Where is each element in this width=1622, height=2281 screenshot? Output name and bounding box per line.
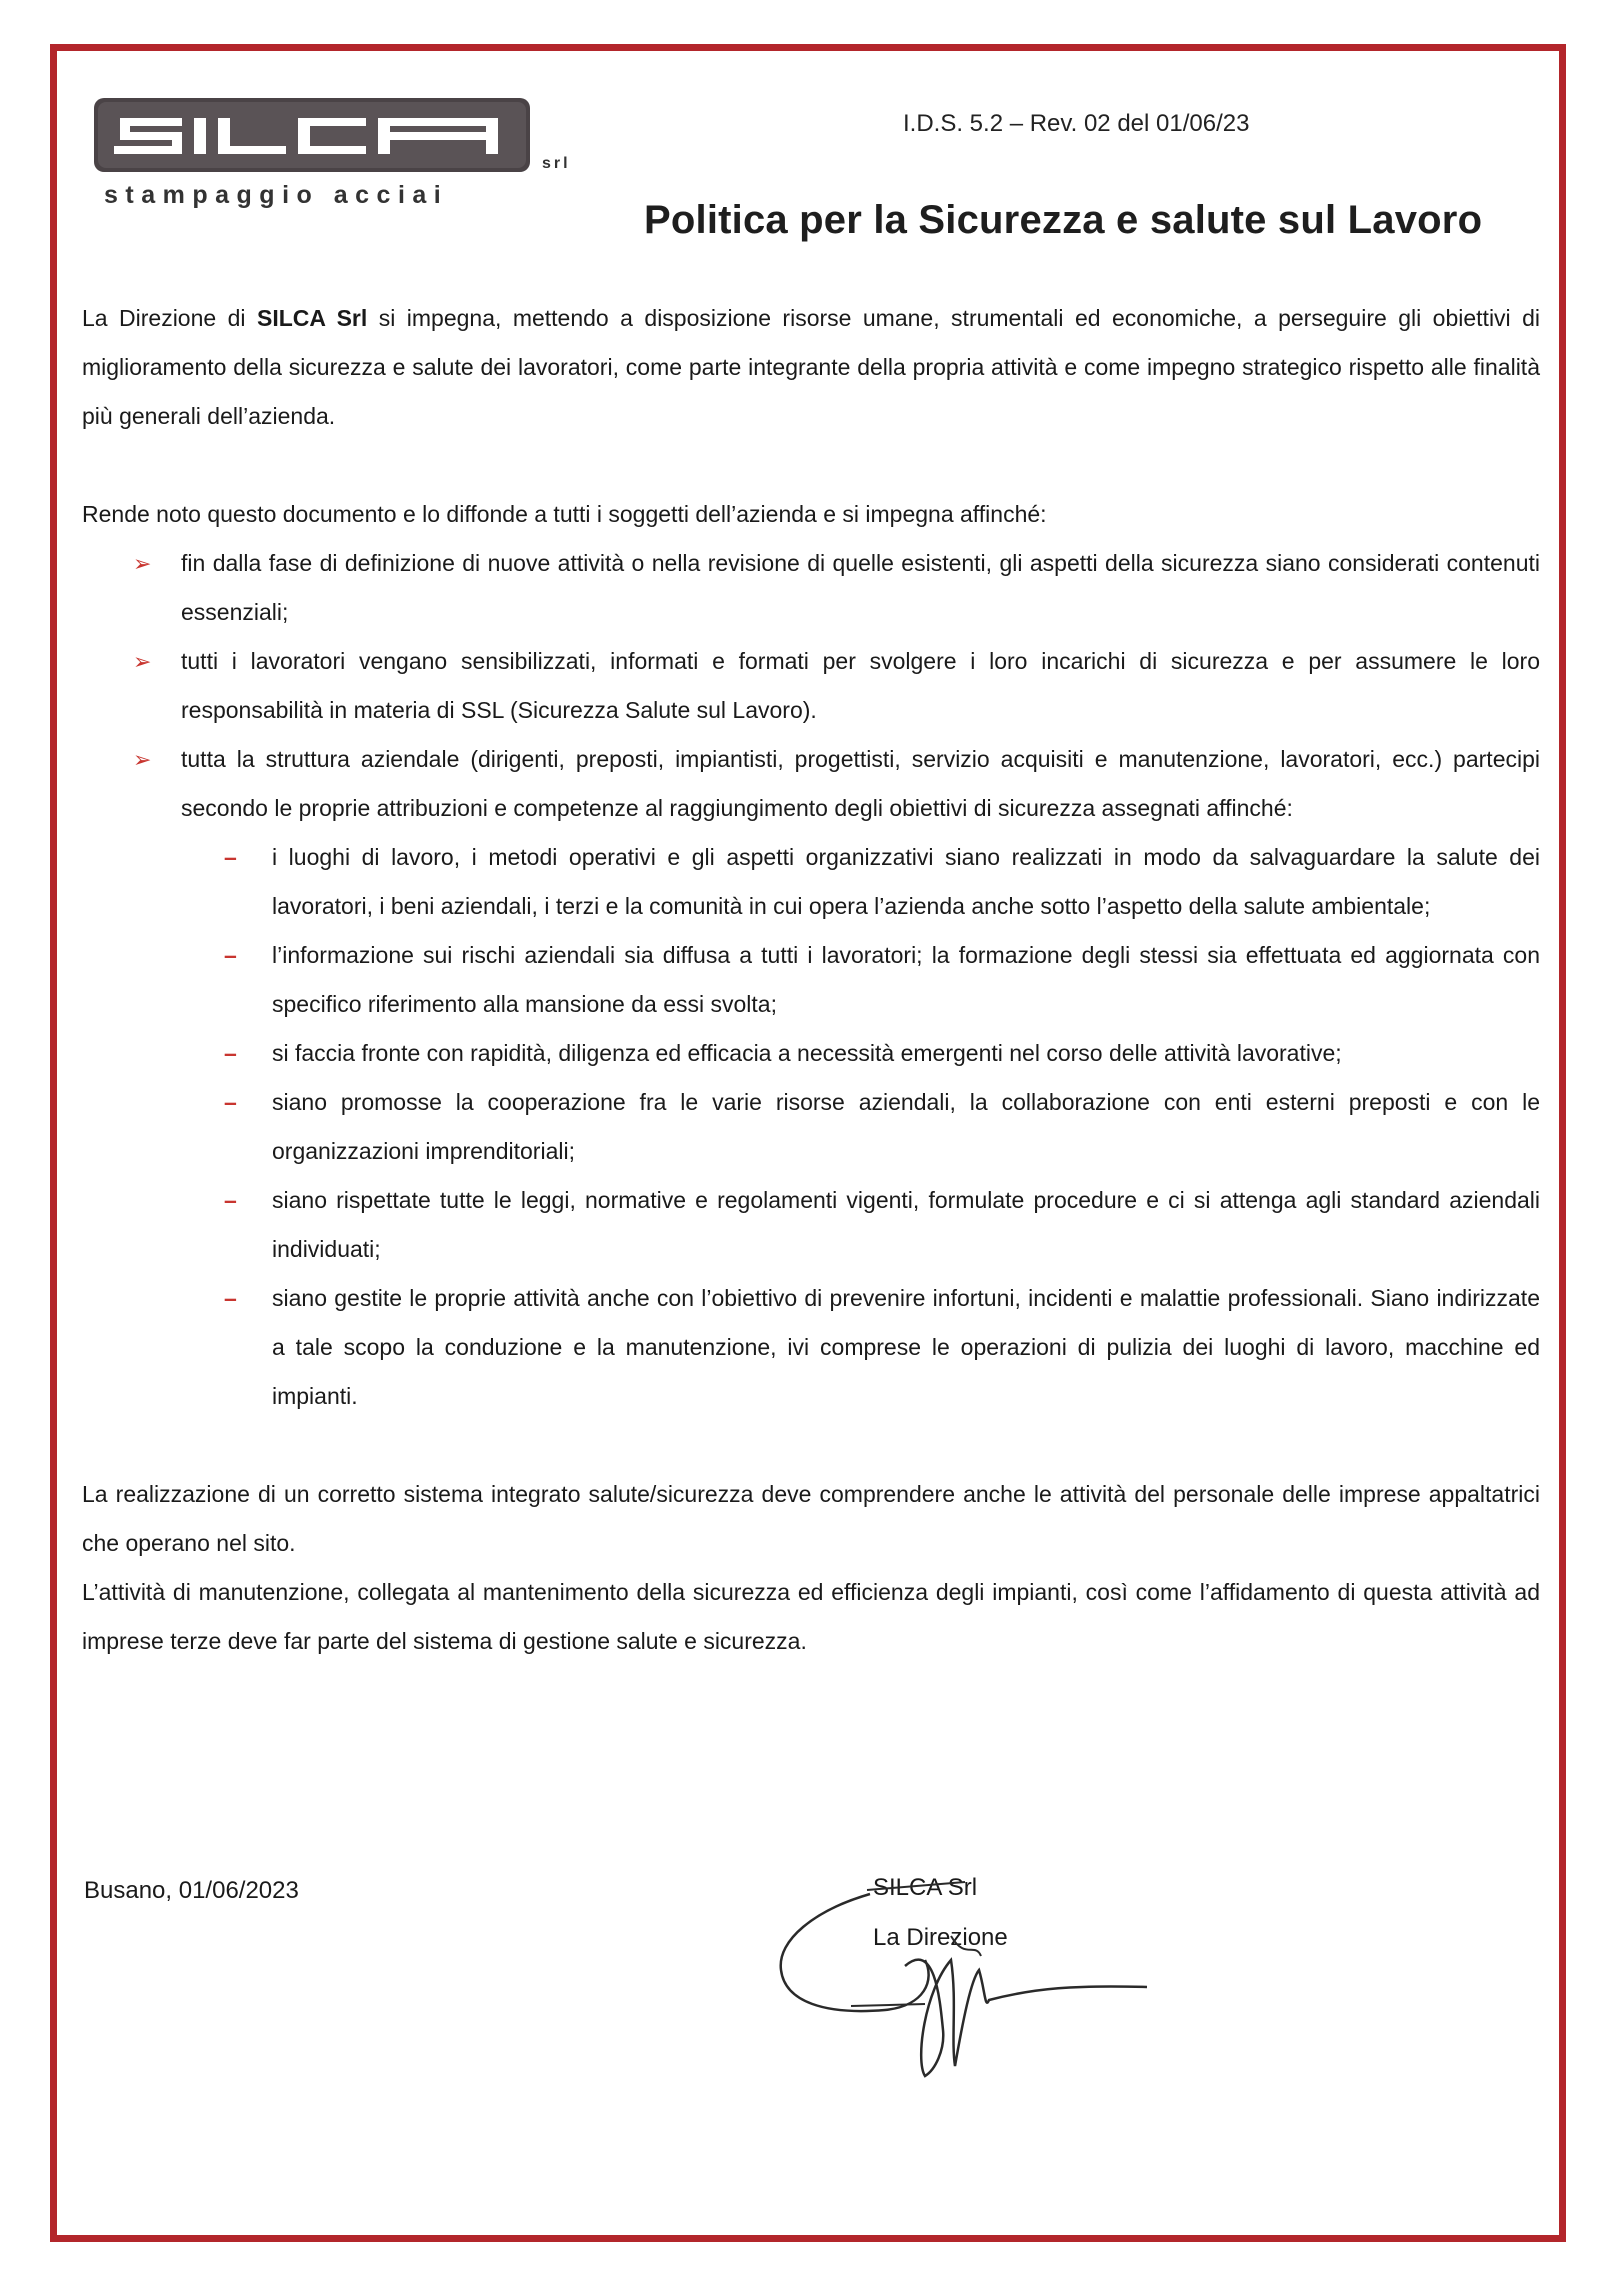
sub-list-item: – siano promosse la cooperazione fra le varie risorse aziendali, la collaborazione con enti esterni preposti e con le organizzazioni imprenditoriali; (272, 1078, 1540, 1176)
arrow-bullet-icon: ➢ (133, 747, 152, 772)
list-item: ➢ tutti i lavoratori vengano sensibilizzati, informati e formati per svolgere i loro incarichi di sicurezza e per assumere le loro responsabilità in materia di SSL (Sicurezza Salute sul Lavoro). (181, 637, 1540, 735)
handwritten-signature (775, 1870, 1175, 2100)
commitment-lead: Rende noto questo documento e lo diffonde a tutti i soggetti dell’azienda e si impegna affinché: (82, 501, 1047, 527)
intro-paragraph (82, 294, 1540, 441)
company-name: SILCA Srl (256, 305, 368, 331)
page-title: Politica per la Sicurezza e salute sul Lavoro (644, 198, 1483, 242)
signature-company: SILCA Srl (873, 1874, 978, 1901)
sub-list-item: – si faccia fronte con rapidità, diligenza ed efficacia a necessità emergenti nel corso delle attività lavorative; (272, 1029, 1540, 1078)
logo-suffix: srl (542, 155, 571, 172)
dash-bullet-icon: – (224, 1285, 237, 1311)
intro-rest: si impegna, mettendo a disposizione risorse umane, strumentali ed economiche, a perseguire gli obiettivi di miglioramento della sicurezza e salute dei lavoratori, come parte integrante della propria attività e come impegno strategico rispetto alle finalità più generali dell’azienda. (82, 305, 1541, 429)
arrow-bullet-icon: ➢ (133, 551, 152, 576)
signature-role: La Direzione (873, 1924, 1008, 1951)
dash-bullet-icon: – (224, 1089, 237, 1115)
dash-bullet-icon: – (224, 1187, 237, 1213)
dash-bullet-icon: – (224, 844, 237, 870)
sub-list-item: – siano gestite le proprie attività anche con l’obiettivo di prevenire infortuni, incidenti e malattie professionali. Siano indirizzate a tale scopo la conduzione e la manutenzione, ivi comprese le operazioni di pulizia dei luoghi di lavoro, macchine ed impianti. (272, 1274, 1540, 1421)
intro-lead: La Direzione di (82, 305, 257, 331)
arrow-bullet-icon: ➢ (133, 649, 152, 674)
place-date: Busano, 01/06/2023 (84, 1877, 299, 1904)
sub-list-item: – i luoghi di lavoro, i metodi operativi e gli aspetti organizzativi siano realizzati in modo da salvaguardare la salute dei lavoratori, i beni aziendali, i terzi e la comunità in cui opera l’azienda anche sotto l’aspetto della salute ambientale; (272, 833, 1540, 931)
list-item: ➢ fin dalla fase di definizione di nuove attività o nella revisione di quelle esistenti, gli aspetti della sicurezza siano considerati contenuti essenziali; (181, 539, 1540, 637)
document-reference: I.D.S. 5.2 – Rev. 02 del 01/06/23 (903, 110, 1250, 137)
brand-tagline: stampaggio acciai (104, 181, 449, 209)
sub-list (181, 833, 1540, 1421)
closing-paragraph: L’attività di manutenzione, collegata al mantenimento della sicurezza ed efficienza degli impianti, così come l’affidamento di questa attività ad imprese terze deve far parte del sistema di gestione salute e sicurezza. (82, 1579, 1540, 1654)
closing-paragraph: La realizzazione di un corretto sistema integrato salute/sicurezza deve comprendere anche le attività del personale delle imprese appaltatrici che operano nel sito. (82, 1481, 1540, 1556)
sub-list-item: – l’informazione sui rischi aziendali sia diffusa a tutti i lavoratori; la formazione degli stessi sia effettuata ed aggiornata con specifico riferimento alla mansione da essi svolta; (272, 931, 1540, 1029)
list-item: ➢ tutta la struttura aziendale (dirigenti, preposti, impiantisti, progettisti, servizio acquisiti e manutenzione, lavoratori, ecc.) partecipi secondo le proprie attribuzioni e competenze al raggiungimento degli obiettivi di sicurezza assegnati affinché: – i luoghi di lavoro, i metodi operativi e gli aspetti organizzativi siano realizzati in modo da salvaguardare la salute dei lavoratori, i beni aziendali, i terzi e la comunità in cui opera l’azienda anche sotto l’aspetto della salute ambientale; – l’informazione sui rischi aziendali sia diffusa a tutti i lavoratori; la formazione degli stessi sia effettuata ed aggiornata con specifico riferimento alla mansione da essi svolta; – si faccia fronte con rapidità, diligenza ed efficacia a necessità emergenti nel corso delle attività lavorative; – siano promosse la cooperazione fra le varie risorse aziendali, la collaborazione con enti esterni preposti e con le organizzazioni imprenditoriali; – siano rispettate tutte le leggi, normative e regolamenti vigenti, formulate procedure e ci si attenga agli standard aziendali individuati; – siano gestite le proprie attività anche con l’obiettivo di prevenire infortuni, incidenti e malattie professionali. Siano indirizzate a tale scopo la conduzione e la manutenzione, ivi comprese le operazioni di pulizia dei luoghi di lavoro, macchine ed impianti. (181, 735, 1540, 1421)
dash-bullet-icon: – (224, 1040, 237, 1066)
commitment-list (82, 539, 1540, 1421)
dash-bullet-icon: – (224, 942, 237, 968)
signature-block (775, 1870, 1175, 2100)
sub-list-item: – siano rispettate tutte le leggi, normative e regolamenti vigenti, formulate procedure e ci si attenga agli standard aziendali individuati; (272, 1176, 1540, 1274)
policy-body (82, 294, 1540, 1666)
